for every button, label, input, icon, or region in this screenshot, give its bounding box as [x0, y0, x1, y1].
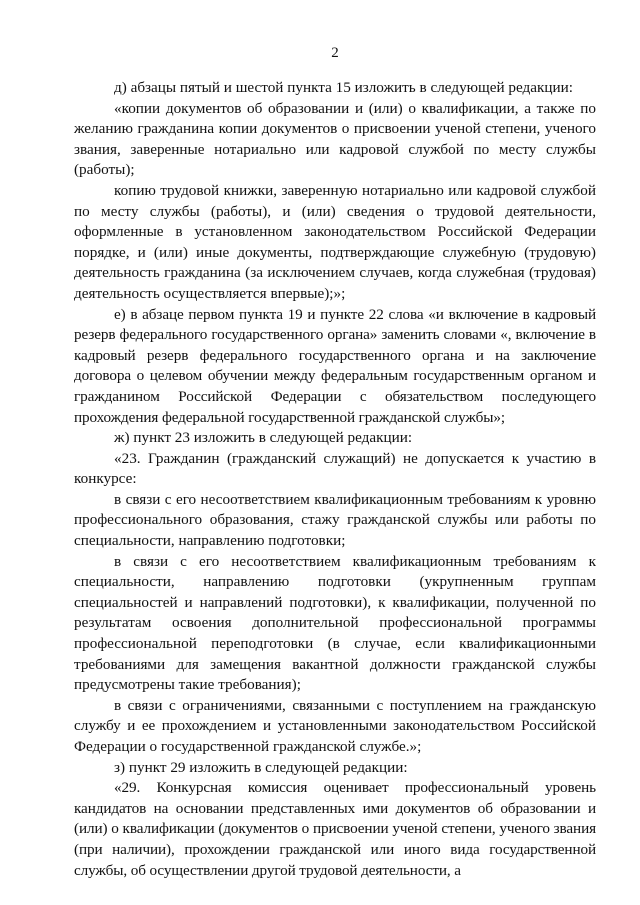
paragraph-23: «23. Гражданин (гражданский служащий) не допускается к участию в конкурсе:	[74, 449, 596, 488]
paragraph-zh: ж) пункт 23 изложить в следующей редакции:	[114, 429, 413, 447]
paragraph-23-item-2: в связи с его несоответствием квалификационным требованиям к специальности, направлению подготовки (укрупненным группам специальностей и направлений подготовки), к квалификации, полученной по результатам освоения дополнительной профессиональной программы профессиональной переподготовки (в случае, если квалификационными требованиями для замещения вакантной должности гражданской службы предусмотрены такие требования);	[74, 552, 596, 694]
paragraph-d: д) абзацы пятый и шестой пункта 15 изложить в следующей редакции:	[114, 79, 573, 96]
paragraph-23-item-1: в связи с его несоответствием квалификационным требованиям к уровню профессионального образования, стажу гражданской службы или работы по специальности, направлению подготовки;	[74, 490, 596, 550]
paragraph-z: з) пункт 29 изложить в следующей редакции:	[114, 758, 408, 776]
paragraph-quote-copies: «копии документов об образовании и (или) о квалификации, а также по желанию гражданина копии документов о присвоении ученой степени, ученого звания, заверенные нотариально или кадровой службой по месту службы (работы);	[74, 99, 596, 179]
paragraph-23-item-3: в связи с ограничениями, связанными с поступлением на гражданскую службу и ее прохождением и установленными законодательством Российской Федерации о государственной гражданской службе.»;	[74, 696, 596, 755]
paragraph-29: «29. Конкурсная комиссия оценивает профессиональный уровень кандидатов на основании представленных ими документов об образовании и (или) о квалификации (документов о присвоении ученой степени, ученого звания (при наличии), прохождении гражданской или иного вида государственной службы, об осуществлении другой трудовой деятельности, а	[74, 779, 596, 879]
page-number: 2	[331, 45, 339, 61]
paragraph-e: е) в абзаце первом пункта 19 и пункте 22 слова «и включение в кадровый резерв федерального государственного органа» заменить словами «, включение в кадровый резерв федерального государственного органа и на заключение договора о целевом обучении между федеральным государственным органом и гражданином Российской Федерации с обязательством последующего прохождения федеральной государственной гражданской службы»;	[74, 305, 596, 426]
paragraph-labor-book: копию трудовой книжки, заверенную нотариально или кадровой службой по месту службы (работы), и (или) сведения о трудовой деятельности, оформленные в установленном законодательством Российской Федерации порядке, и (или) иные документы, подтверждающие служебную (трудовую) деятельность гражданина (за исключением случаев, когда служебная (трудовая) деятельность осуществляется впервые);»;	[74, 181, 596, 302]
document-body	[74, 78, 596, 881]
